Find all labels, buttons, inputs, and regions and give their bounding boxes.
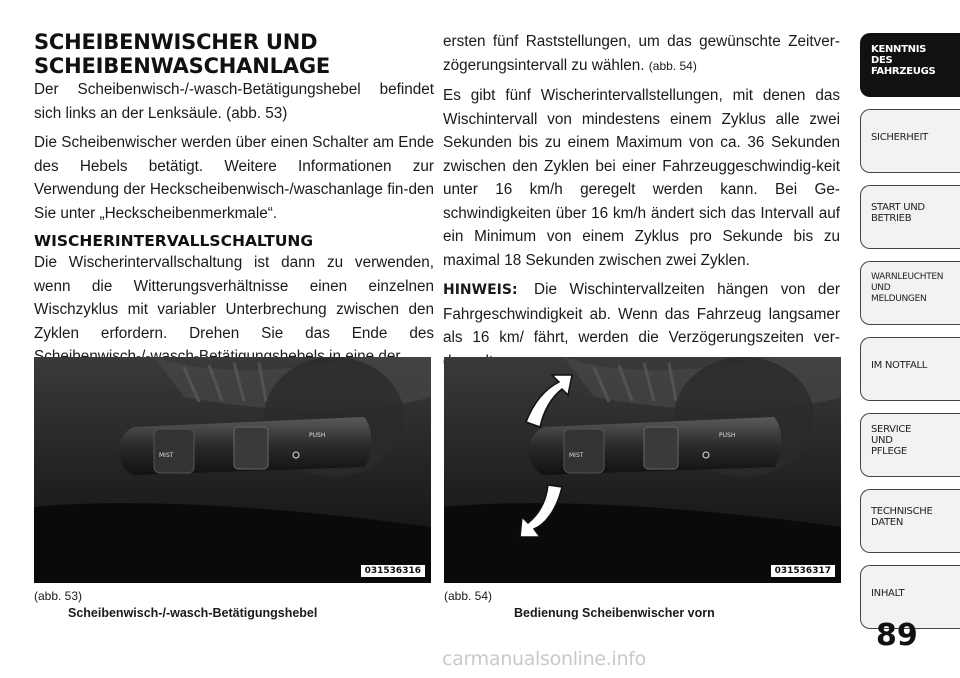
continuation-text: ersten fünf Raststellungen, um das gewünschte Zeitver-zögerungsintervall zu wählen. [443, 33, 840, 74]
figure-front-wiper-operation [444, 357, 841, 583]
left-column [34, 30, 434, 375]
tab-inhalt[interactable]: INHALT [860, 565, 960, 629]
paragraph-interval-positions: Es gibt fünf Wischerintervallstellungen, mit denen das Wischintervall von mindestens einem Zyklus alle zwei Sekunden bis zu einem Maximum von ca. 36 Sekunden zwischen den Zyklen bei einer Fahrzeuggeschwindig-keit unter 16 km/h geregelt werden kann. Bei Ge-schwindigkeiten über 16 km/h ändert sich das Intervall auf ein Minimum von einem Zyklus pro Sekunde bis zu maximal 18 Sekunden zwischen zwei Zyklen. [443, 87, 840, 269]
heading-line-2: SCHEIBENWASCHANLAGE [34, 54, 331, 78]
paragraph-operation: Die Scheibenwischer werden über einen Schalter am Ende des Hebels betätigt. Weitere Informationen zur Verwendung der Heckscheibenwisch-/waschanlage fin-den Sie unter „Heckscheibenmerkmale“. [34, 134, 434, 222]
mist-label: MIST [159, 452, 174, 459]
push-label: PUSH [309, 432, 326, 439]
note-text: Die Wischintervallzeiten hängen von der Fahrgeschwindigkeit ab. Wenn das Fahrzeug langsamer als 16 km/ fährt, werden die Verzögerungszeiten ver- [443, 281, 840, 346]
tab-service-und-pflege[interactable]: SERVICE UND PFLEGE [860, 413, 960, 477]
paragraph-location: Der Scheibenwisch-/-wasch-Betätigungshebel befindet sich links an der Lenksäule. (abb. 53) [34, 81, 434, 122]
section-heading [34, 30, 434, 78]
figure-id-label: 031536316 [361, 565, 425, 577]
figure-2-ref: (abb. 54) [444, 589, 493, 603]
tab-technische-daten[interactable]: TECHNISCHE DATEN [860, 489, 960, 553]
figure-id-label: 031536317 [771, 565, 835, 577]
tab-warnleuchten[interactable]: WARNLEUCHTEN UND MELDUNGEN [860, 261, 960, 325]
tab-im-notfall[interactable]: IM NOTFALL [860, 337, 960, 401]
figure-1-caption: Scheibenwisch-/-wasch-Betätigungshebel [68, 606, 318, 620]
figure-reference: (abb. 54) [648, 58, 697, 73]
chapter-tabs [860, 33, 960, 641]
tab-start-und-betrieb[interactable]: START UND BETRIEB [860, 185, 960, 249]
push-label: PUSH [719, 432, 736, 439]
front-wiper-illustration [444, 357, 841, 583]
watermark: carmanualsonline.info [442, 648, 646, 670]
heading-line-1: SCHEIBENWISCHER UND [34, 30, 318, 54]
tab-kenntnis-des-fahrzeugs[interactable]: KENNTNIS DES FAHRZEUGS [860, 33, 960, 97]
figure-wiper-lever [34, 357, 431, 583]
mist-label: MIST [569, 452, 584, 459]
paragraph-continuation [443, 30, 840, 78]
wiper-lever-illustration [34, 357, 431, 583]
page-number: 89 [876, 618, 918, 653]
right-column [443, 30, 840, 379]
tab-sicherheit[interactable]: SICHERHEIT [860, 109, 960, 173]
subheading-interval: WISCHERINTERVALLSCHALTUNG [34, 232, 314, 250]
figure-1-ref: (abb. 53) [34, 589, 83, 603]
note-label: HINWEIS: [443, 282, 518, 298]
paragraph-interval: Die Wischerintervallschaltung ist dann zu verwenden, wenn die Witterungsverhältnisse einen einzelnen Wischzyklus mit variabler Unterbrechung zwischen den Zyklen erfordern. Drehen Sie das Ende des [34, 254, 434, 342]
figure-2-caption: Bedienung Scheibenwischer vorn [514, 606, 715, 620]
